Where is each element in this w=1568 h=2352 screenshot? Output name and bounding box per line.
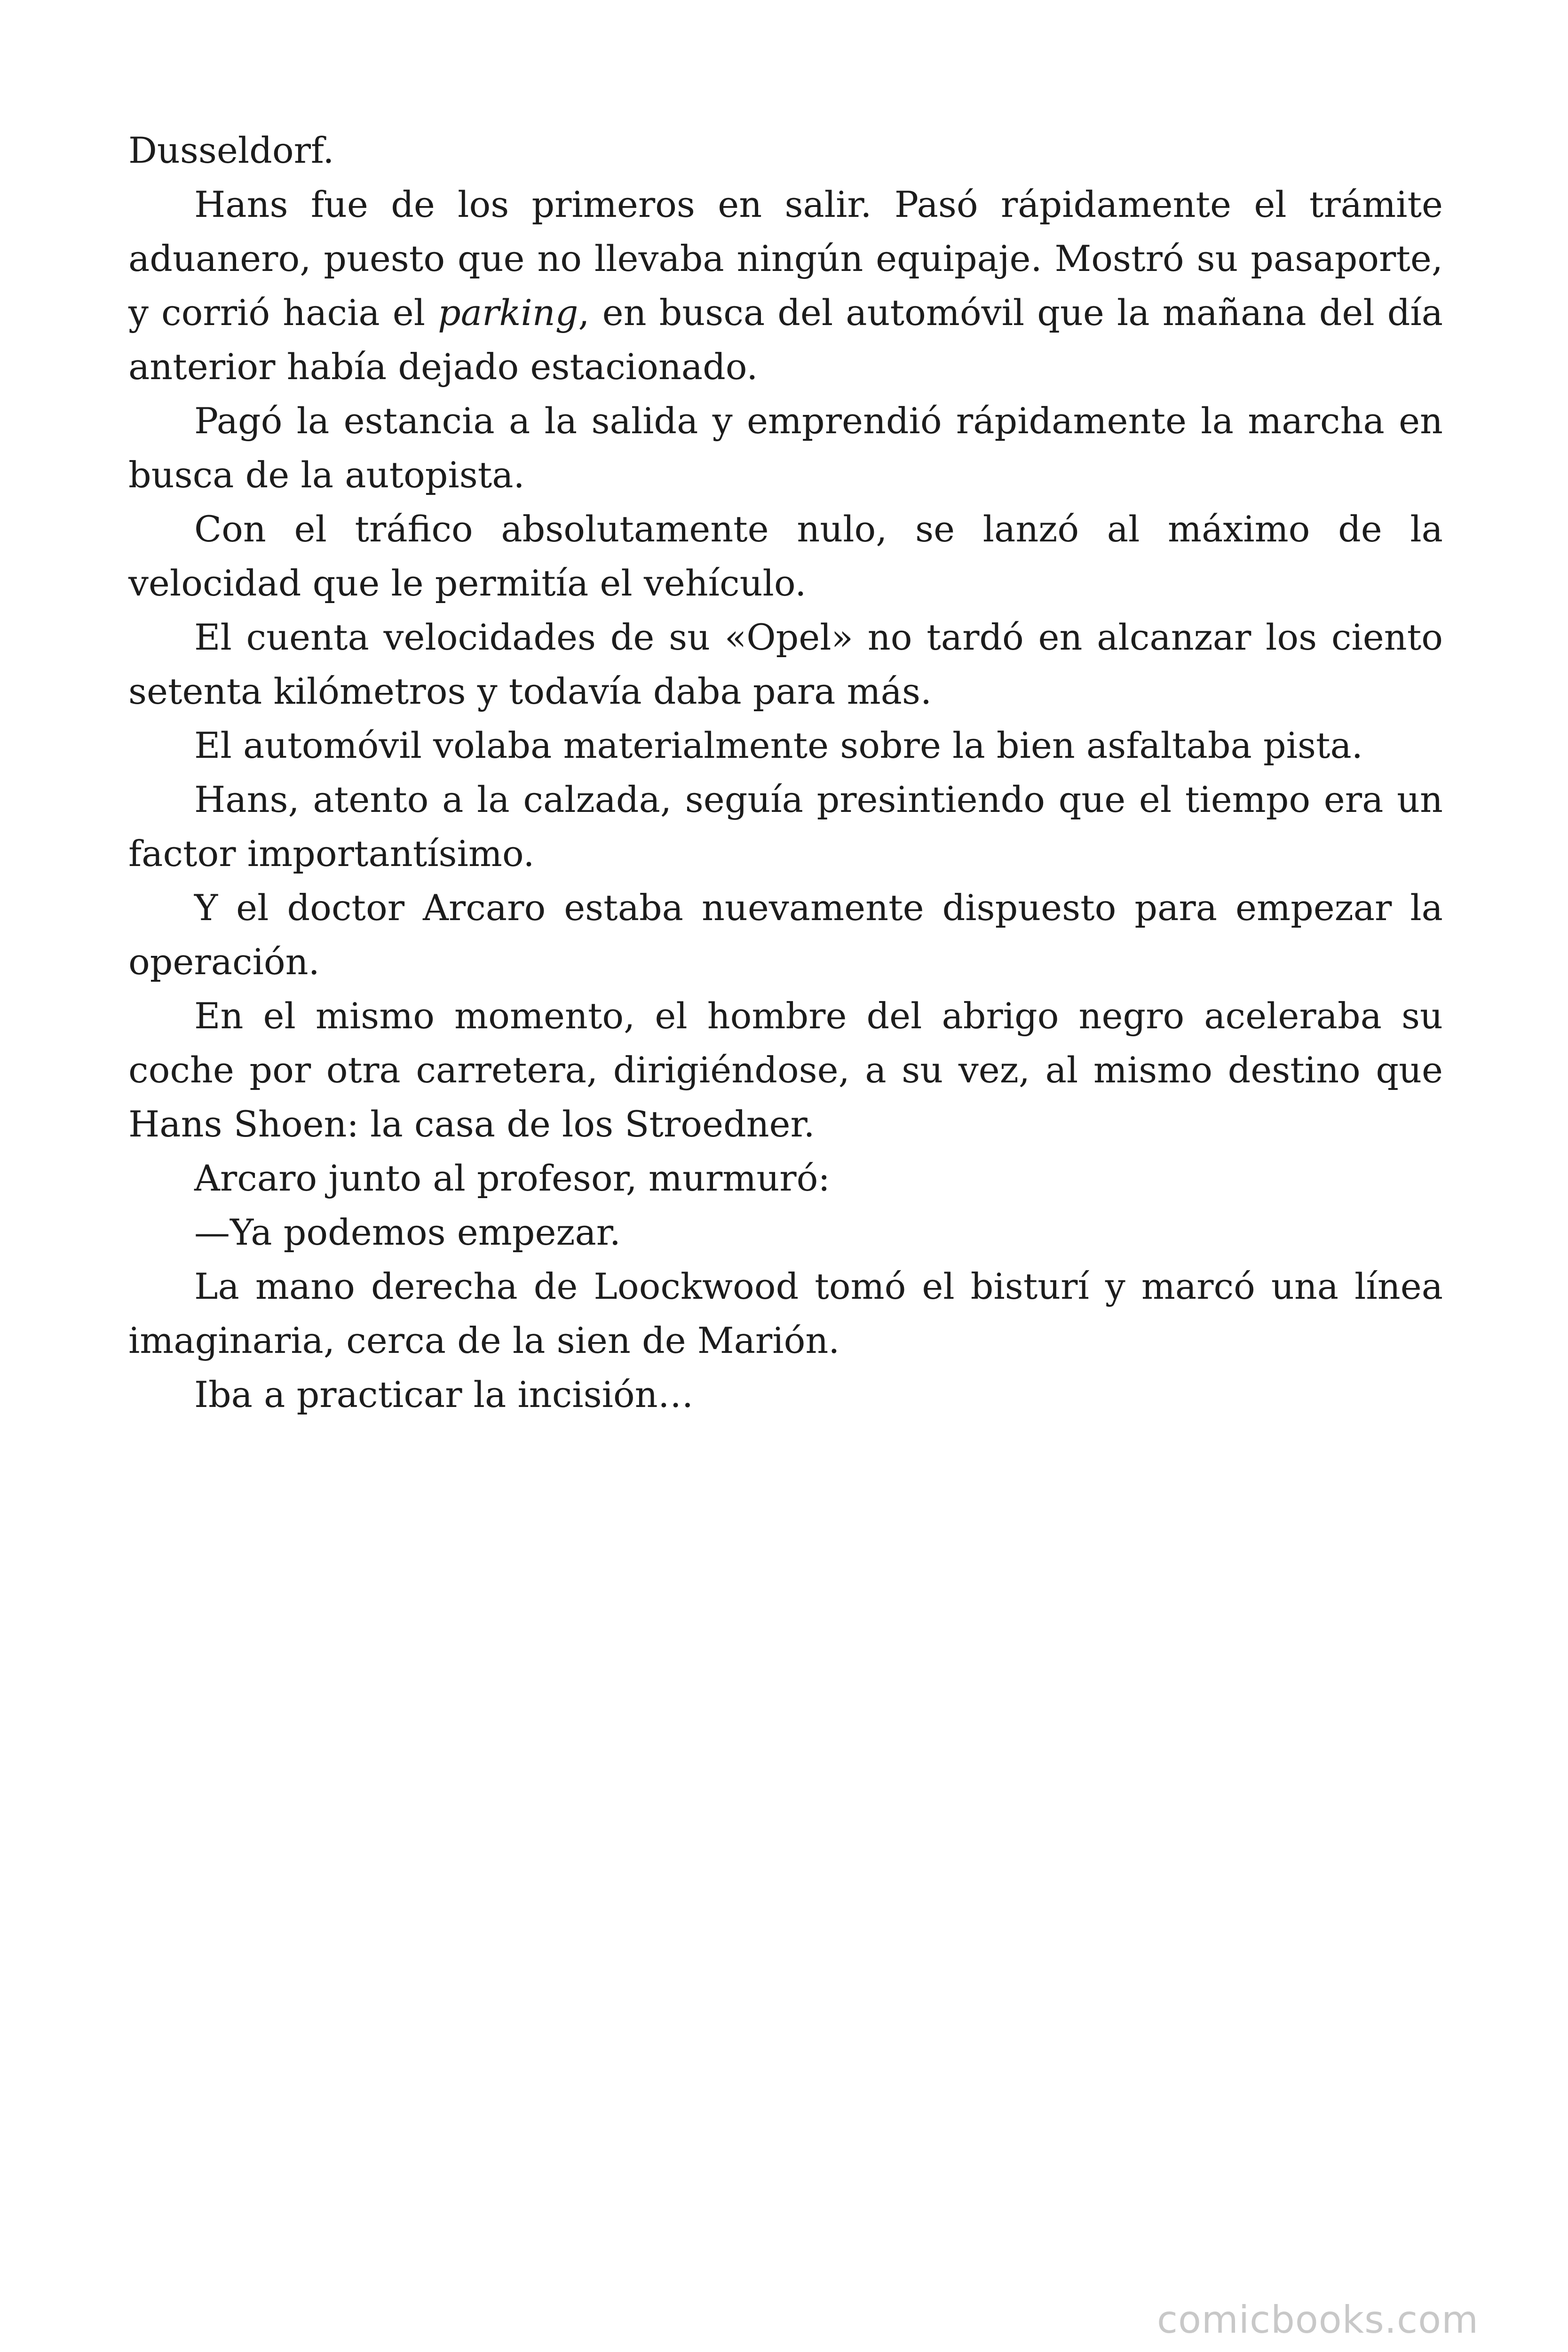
paragraph: Pagó la estancia a la salida y emprendió rápidamente la marcha en busca de la autopista.: [128, 400, 1443, 496]
paragraph: El cuenta velocidades de su «Opel» no tardó en alcanzar los ciento setenta kilómetros y todavía daba para más.: [128, 616, 1443, 712]
paragraph: Con el tráfico absolutamente nulo, se lanzó al máximo de la velocidad que le permitía el vehículo.: [128, 508, 1443, 604]
paragraph: Iba a practicar la incisión…: [194, 1374, 694, 1415]
paragraph: En el mismo momento, el hombre del abrigo negro aceleraba su coche por otra carretera, dirigiéndose, a su vez, al mismo destino que Hans Shoen: la casa de los Stroedner.: [128, 995, 1443, 1145]
paragraph: La mano derecha de Loockwood tomó el bisturí y marcó una línea imaginaria, cerca de la sien de Marión.: [128, 1265, 1443, 1361]
paragraph: Dusseldorf.: [128, 129, 334, 171]
paragraph-text: , en busca del automóvil que la mañana del día anterior había dejado estacionado.: [128, 292, 1443, 388]
paragraph: [128, 177, 1443, 394]
page-text: [128, 123, 1443, 1422]
paragraph: Hans, atento a la calzada, seguía presintiendo que el tiempo era un factor importantísimo.: [128, 779, 1443, 874]
paragraph: El automóvil volaba materialmente sobre la bien asfaltaba pista.: [194, 724, 1363, 766]
paragraph-text: Hans fue de los primeros en salir. Pasó rápidamente el trámite aduanero, puesto que no llevaba ningún equipaje. Mostró su pasaporte, y corrió hacia el: [128, 183, 1443, 334]
watermark: comicbooks.com: [1157, 2298, 1479, 2342]
italic-word: parking: [438, 292, 578, 334]
paragraph: Y el doctor Arcaro estaba nuevamente dispuesto para empezar la operación.: [128, 887, 1443, 983]
paragraph: —Ya podemos empezar.: [194, 1211, 621, 1253]
paragraph: Arcaro junto al profesor, murmuró:: [194, 1157, 830, 1199]
